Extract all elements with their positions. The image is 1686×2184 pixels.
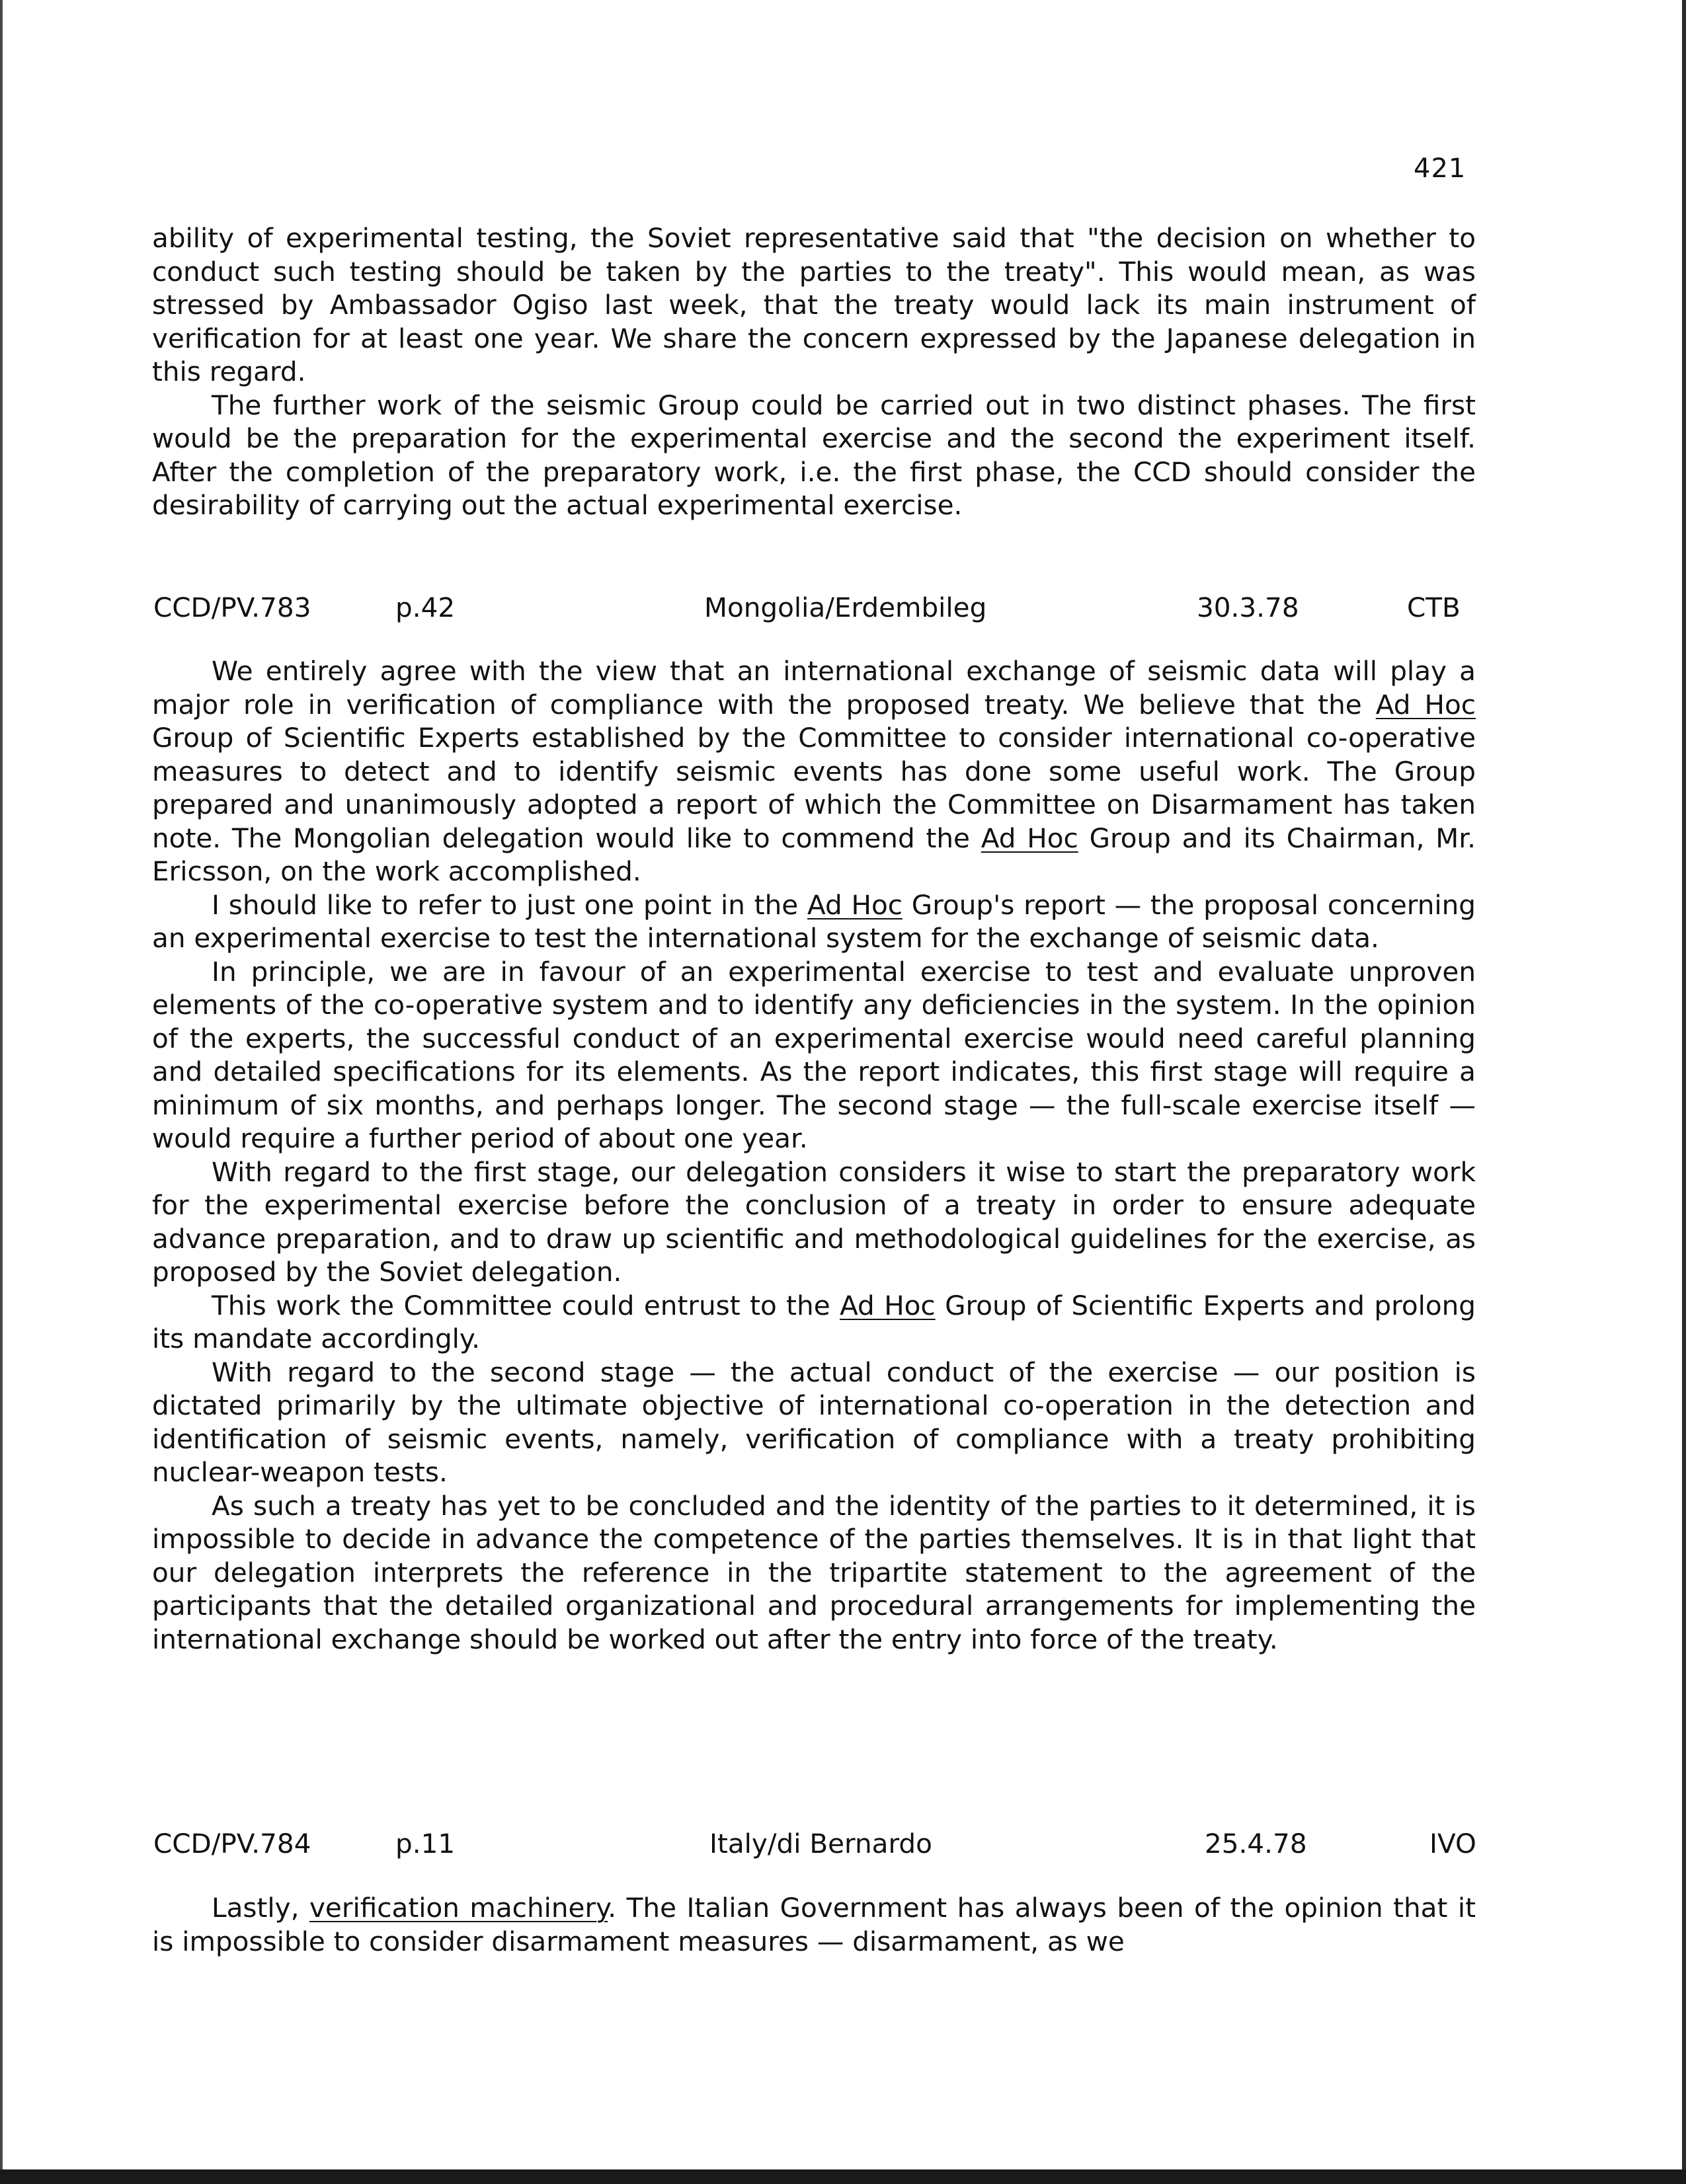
document-reference: CCD/PV.783	[153, 592, 311, 623]
entry-date: 30.3.78	[1197, 592, 1299, 623]
subject-code: CTB	[1407, 592, 1461, 623]
paragraph: This work the Committee could entrust to the Ad Hoc Group of Scientific Experts and prolong its mandate accordingly.	[152, 1289, 1476, 1354]
scan-edge-right	[1682, 0, 1686, 2184]
paragraph: As such a treaty has yet to be concluded and the identity of the parties to it determined, it is impossible to decide in advance the competence of the parties themselves. It is in that light that our delegation interprets the reference in the tripartite statement to the agreement of the participants that the detailed organizational and procedural arrangements for implementing the international exchange should be worked out after the entry into force of the treaty.	[152, 1489, 1476, 1655]
entry-header	[153, 1828, 1482, 1865]
underlined-term: Ad Hoc	[807, 888, 903, 921]
page-reference: p.42	[395, 592, 456, 623]
underlined-term: Ad Hoc	[840, 1289, 936, 1321]
paragraph: I should like to refer to just one point in the Ad Hoc Group's report — the proposal concerning an experimental exercise to test the international system for the exchange of seismic data.	[152, 888, 1476, 954]
country-speaker: Italy/di Bernardo	[709, 1828, 932, 1859]
document-reference: CCD/PV.784	[153, 1828, 311, 1859]
paragraph: Lastly, verification machinery. The Italian Government has always been of the opinion that it is impossible to consider disarmament measures — disarmament, as we	[152, 1892, 1476, 1957]
page-reference: p.11	[395, 1828, 456, 1859]
paragraph: The further work of the seismic Group could be carried out in two distinct phases. The first would be the preparation for the experimental exercise and the second the experiment itself. After the completion of the preparatory work, i.e. the first phase, the CCD should consider the desirability of carrying out the actual experimental exercise.	[152, 389, 1476, 521]
paragraph: ability of experimental testing, the Soviet representative said that "the decision on whether to conduct such testing should be taken by the parties to the treaty". This would mean, as was stressed by Ambassador Ogiso last week, that the treaty would lack its main instrument of verification for at least one year. We share the concern expressed by the Japanese delegation in this regard.	[152, 222, 1476, 387]
paragraph: With regard to the first stage, our delegation considers it wise to start the preparatory work for the experimental exercise before the conclusion of a treaty in order to ensure adequate advance preparation, and to draw up scientific and methodological guidelines for the exercise, as proposed by the Soviet delegation.	[152, 1155, 1476, 1288]
entry-text	[152, 1891, 1476, 1958]
underlined-term: Ad Hoc	[981, 822, 1078, 854]
scan-edge-left	[0, 0, 3, 2184]
entry-date: 25.4.78	[1205, 1828, 1307, 1859]
country-speaker: Mongolia/Erdembileg	[704, 592, 987, 623]
paragraph: With regard to the second stage — the actual conduct of the exercise — our position is dictated primarily by the ultimate objective of international co-operation in the detection and identification of seismic events, namely, verification of compliance with a treaty prohibiting nuclear-weapon tests.	[152, 1356, 1476, 1488]
continued-text	[152, 221, 1476, 522]
entry-header	[153, 592, 1482, 629]
underlined-term: Ad Hoc	[1375, 688, 1476, 721]
paragraph: In principle, we are in favour of an experimental exercise to test and evaluate unproven elements of the co-operative system and to identify any deficiencies in the system. In the opinion of the experts, the successful conduct of an experimental exercise would need careful planning and detailed specifications for its elements. As the report indicates, this first stage will require a minimum of six months, and perhaps longer. The second stage — the full-scale exercise itself — would require a further period of about one year.	[152, 955, 1476, 1154]
underlined-term: verification machinery	[309, 1892, 608, 1924]
scan-edge-bottom	[0, 2169, 1686, 2184]
subject-code: IVO	[1429, 1828, 1476, 1859]
paragraph: We entirely agree with the view that an international exchange of seismic data will play a major role in verification of compliance with the proposed treaty. We believe that the Ad Hoc Group of Scientific Experts established by the Committee to consider international co-operative measures to detect and to identify seismic events has done some useful work. The Group prepared and unanimously adopted a report of which the Committee on Disarmament has taken note. The Mongolian delegation would like to commend the Ad Hoc Group and its Chairman, Mr. Ericsson, on the work accomplished.	[152, 655, 1476, 887]
page-number: 421	[1414, 153, 1466, 184]
entry-text	[152, 654, 1476, 1656]
